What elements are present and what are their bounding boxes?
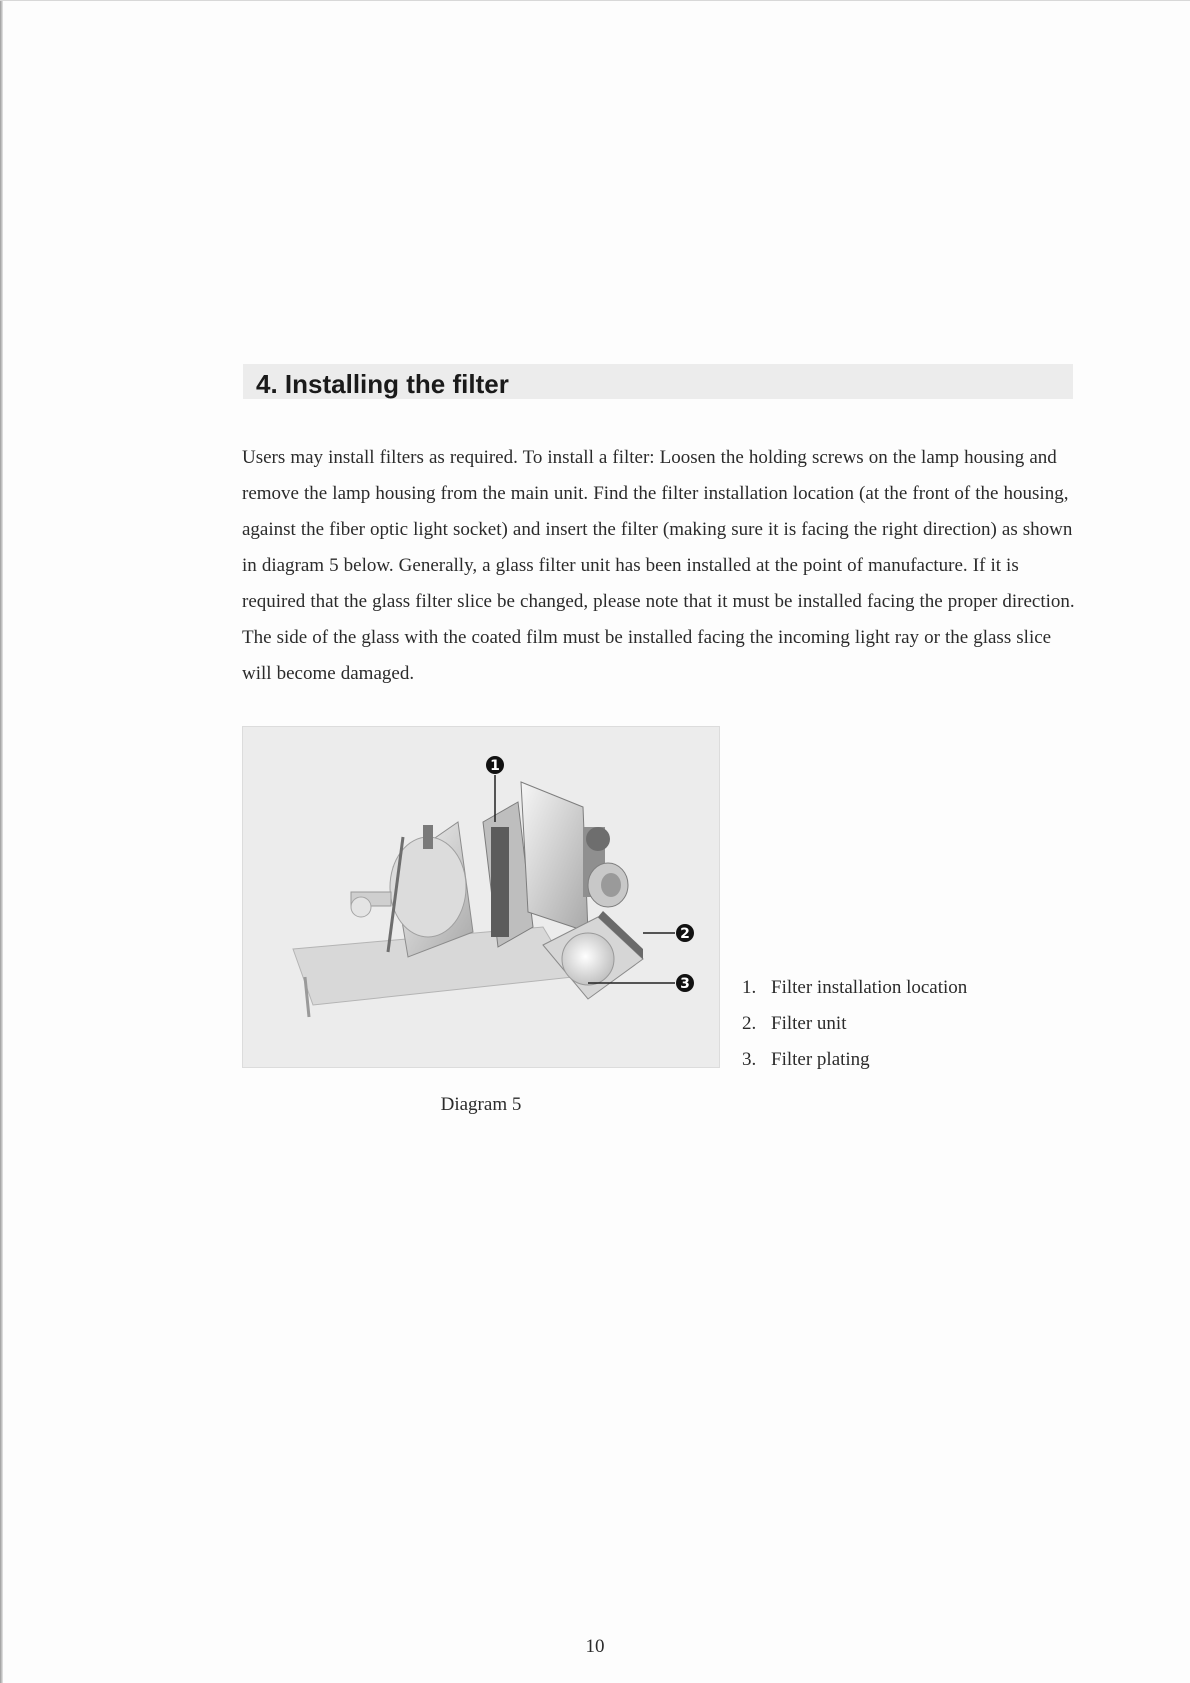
callout-2-label: 2	[680, 926, 690, 942]
legend-item-number: 1.	[742, 977, 757, 998]
callout-3-label: 3	[680, 976, 690, 992]
legend-item-label: Filter plating	[771, 1049, 870, 1070]
page-binding-edge	[0, 0, 3, 1683]
page-number: 10	[585, 1636, 605, 1657]
legend-item	[742, 970, 967, 1006]
diagram-legend	[742, 970, 967, 1078]
legend-item-label: Filter unit	[771, 1013, 847, 1034]
instruction-paragraph: Users may install filters as required. To install a filter: Loosen the holding screws on the lamp housing and remove the lamp housing from the main unit. Find the filter installation location (at the front of the housing, against the fiber optic light socket) and insert the filter (making sure it is facing the right direction) as shown in diagram 5 below. Generally, a glass filter unit has been installed at the point of manufacture. If it is required that the glass filter slice be changed, please note that it must be installed facing the proper direction. The side of the glass with the coated film must be installed facing the incoming light ray or the glass slice will become damaged.	[242, 447, 1075, 684]
legend-item-number: 2.	[742, 1013, 757, 1034]
callout-1-label: 1	[490, 758, 500, 774]
legend-item-number: 3.	[742, 1049, 757, 1070]
diagram-caption: Diagram 5	[440, 1094, 522, 1115]
section-heading: 4. Installing the filter	[256, 369, 509, 399]
diagram-5-photo	[242, 726, 720, 1068]
legend-item-label: Filter installation location	[771, 977, 968, 998]
lamp-housing-illustration	[243, 727, 719, 1067]
legend-item	[742, 1006, 967, 1042]
legend-item	[742, 1042, 967, 1078]
page-top-edge	[0, 0, 1190, 1]
